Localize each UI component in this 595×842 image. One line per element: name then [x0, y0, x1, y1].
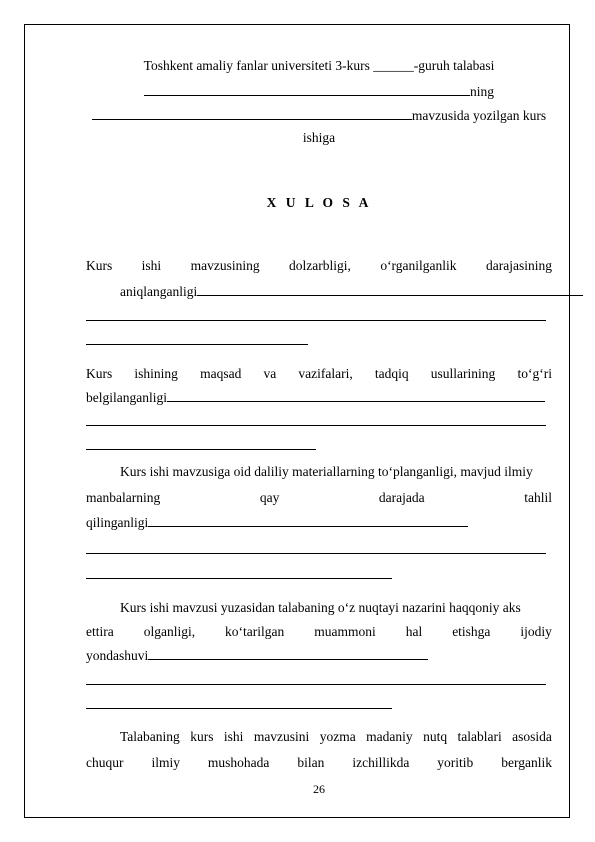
- p4-blank-1[interactable]: [148, 647, 428, 660]
- header-topic-line: [86, 107, 552, 124]
- word: chuqur: [86, 755, 124, 770]
- p2-blank-2[interactable]: [86, 425, 546, 426]
- p1-blank-3[interactable]: [86, 344, 308, 345]
- p5-line2: [86, 755, 552, 771]
- word: maqsad: [200, 366, 242, 381]
- p1-line2: [52, 283, 583, 300]
- word: ishi: [223, 729, 244, 744]
- word: hal: [405, 624, 423, 639]
- word: o‘rganilganlik: [380, 258, 457, 273]
- word: muammoni: [314, 624, 376, 639]
- word: izchillikda: [352, 755, 410, 770]
- page-number: 26: [313, 782, 325, 796]
- word: bilan: [297, 755, 325, 770]
- p3-blank-2[interactable]: [86, 553, 546, 554]
- word: ishi: [141, 258, 162, 273]
- word: usullarining: [430, 366, 496, 381]
- p4-line1: Kurs ishi mavzusi yuzasidan talabaning o‘z nuqtayi nazarini haqqoniy aks: [120, 600, 521, 615]
- page-title: X U L O S A: [266, 195, 372, 210]
- p4-tail: yondashuvi: [86, 648, 149, 663]
- word: vazifalari,: [298, 366, 353, 381]
- word: va: [263, 366, 277, 381]
- word: asosida: [512, 729, 552, 744]
- p3-line1: Kurs ishi mavzusiga oid daliliy materiallarning to‘planganligi, mavjud ilmiy: [120, 464, 533, 479]
- word: etishga: [452, 624, 491, 639]
- p4-blank-3[interactable]: [86, 708, 392, 709]
- word: Talabaning: [120, 729, 180, 744]
- word: mavzusini: [253, 729, 310, 744]
- word: tahlil: [524, 490, 552, 505]
- word: manbalarning: [86, 490, 161, 505]
- word: ko‘tarilgan: [225, 624, 285, 639]
- word: madaniy: [366, 729, 413, 744]
- header-ning: ning: [469, 84, 494, 99]
- word: berganlik: [501, 755, 552, 770]
- p3-blank-1[interactable]: [148, 514, 468, 527]
- word: tadqiq: [374, 366, 409, 381]
- word: ettira: [86, 624, 114, 639]
- word: talablari: [457, 729, 502, 744]
- p4-line3: [86, 647, 428, 664]
- word: darajada: [378, 490, 425, 505]
- p1-tail: aniqlanganligi: [120, 284, 198, 299]
- header-ishiga: ishiga: [302, 130, 336, 145]
- p4-blank-2[interactable]: [86, 684, 546, 685]
- p2-tail: belgilanganligi: [86, 390, 167, 405]
- word: ishining: [134, 366, 178, 381]
- topic-blank[interactable]: [92, 107, 412, 120]
- word: Kurs: [86, 366, 113, 381]
- word: to‘g‘ri: [517, 366, 552, 381]
- word: ilmiy: [151, 755, 180, 770]
- header-university-line: Toshkent amaliy fanlar universiteti 3-kurs ______-guruh talabasi: [143, 58, 495, 73]
- p1-blank-2[interactable]: [86, 320, 546, 321]
- word: olganligi,: [143, 624, 196, 639]
- word: nutq: [423, 729, 448, 744]
- p2-blank-3[interactable]: [86, 449, 316, 450]
- p5-line1: [120, 729, 552, 745]
- p3-line3: [86, 514, 468, 531]
- p2-blank-1[interactable]: [167, 389, 545, 402]
- word: darajasining: [485, 258, 552, 273]
- p1-blank-1[interactable]: [197, 283, 583, 296]
- word: dolzarbligi,: [289, 258, 351, 273]
- word: Kurs: [86, 258, 113, 273]
- p3-blank-3[interactable]: [86, 578, 392, 579]
- student-name-blank[interactable]: [144, 83, 470, 96]
- word: ijodiy: [520, 624, 552, 639]
- word: yoritib: [437, 755, 474, 770]
- header-topic-suffix: mavzusida yozilgan kurs: [411, 108, 547, 123]
- p1-line1: [86, 258, 552, 274]
- p4-line2: [86, 624, 552, 640]
- header-student-line: [86, 83, 552, 100]
- p3-tail: qilinganligi: [86, 515, 149, 530]
- word: mushohada: [207, 755, 270, 770]
- p2-line1: [86, 366, 552, 382]
- word: yozma: [319, 729, 356, 744]
- p2-line2: [86, 389, 545, 406]
- word: kurs: [190, 729, 214, 744]
- word: qay: [259, 490, 280, 505]
- word: mavzusining: [190, 258, 260, 273]
- p3-line2: [86, 490, 552, 506]
